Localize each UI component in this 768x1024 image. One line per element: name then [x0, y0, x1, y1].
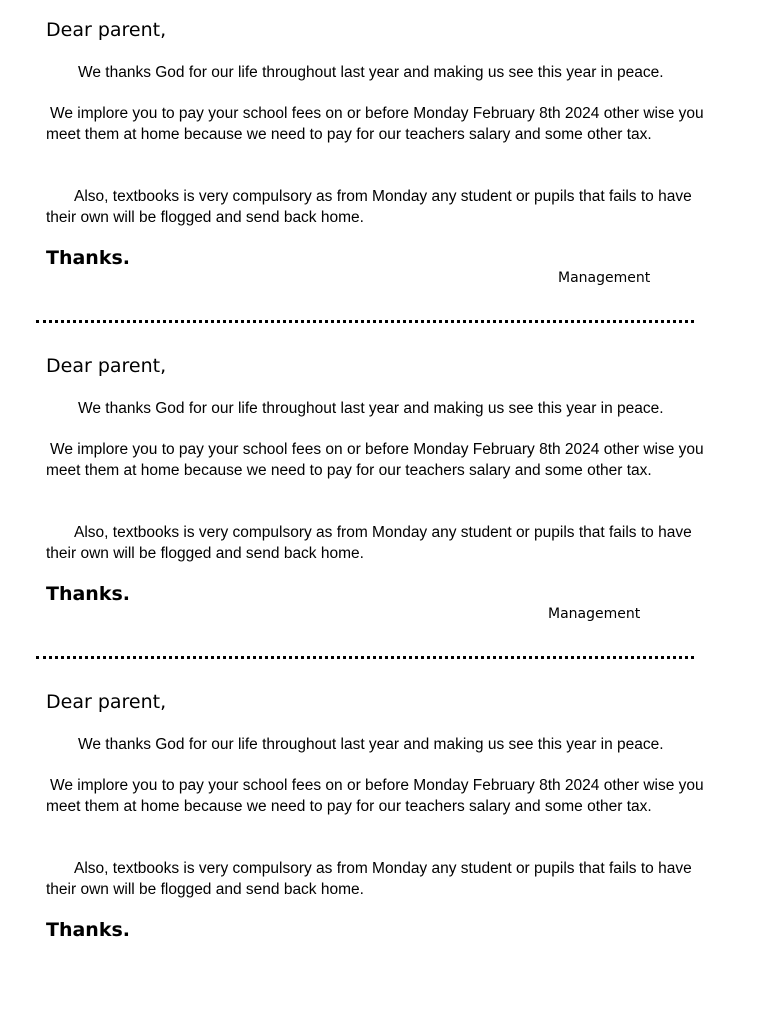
greeting: Dear parent,: [46, 19, 167, 41]
closing-thanks: Thanks.: [46, 919, 130, 941]
notice-2: [0, 336, 768, 672]
paragraph-school-fees: We implore you to pay your school fees on or before Monday February 8th 2024 other wise you meet them at home because we need to pay for our teachers salary and some other tax.: [46, 105, 704, 143]
notice-3: [0, 672, 768, 1008]
paragraph-thanks-god: We thanks God for our life throughout last year and making us see this year in peace.: [78, 736, 664, 753]
dotted-cut-line: [36, 320, 694, 323]
notice-1: [0, 0, 768, 336]
closing-thanks: Thanks.: [46, 583, 130, 605]
greeting: Dear parent,: [46, 691, 167, 713]
closing-thanks: Thanks.: [46, 247, 130, 269]
signature-management: Management: [558, 270, 651, 286]
paragraph-textbooks: Also, textbooks is very compulsory as from Monday any student or pupils that fails to have their own will be flogged and send back home.: [46, 524, 692, 562]
paragraph-thanks-god: We thanks God for our life throughout last year and making us see this year in peace.: [78, 64, 664, 81]
paragraph-thanks-god: We thanks God for our life throughout last year and making us see this year in peace.: [78, 400, 664, 417]
paragraph-school-fees: We implore you to pay your school fees on or before Monday February 8th 2024 other wise you meet them at home because we need to pay for our teachers salary and some other tax.: [46, 777, 704, 815]
paragraph-textbooks: Also, textbooks is very compulsory as from Monday any student or pupils that fails to have their own will be flogged and send back home.: [46, 860, 692, 898]
paragraph-textbooks: Also, textbooks is very compulsory as from Monday any student or pupils that fails to have their own will be flogged and send back home.: [46, 188, 692, 226]
paragraph-school-fees: We implore you to pay your school fees on or before Monday February 8th 2024 other wise you meet them at home because we need to pay for our teachers salary and some other tax.: [46, 441, 704, 479]
dotted-cut-line: [36, 656, 694, 659]
greeting: Dear parent,: [46, 355, 167, 377]
signature-management: Management: [548, 606, 641, 622]
